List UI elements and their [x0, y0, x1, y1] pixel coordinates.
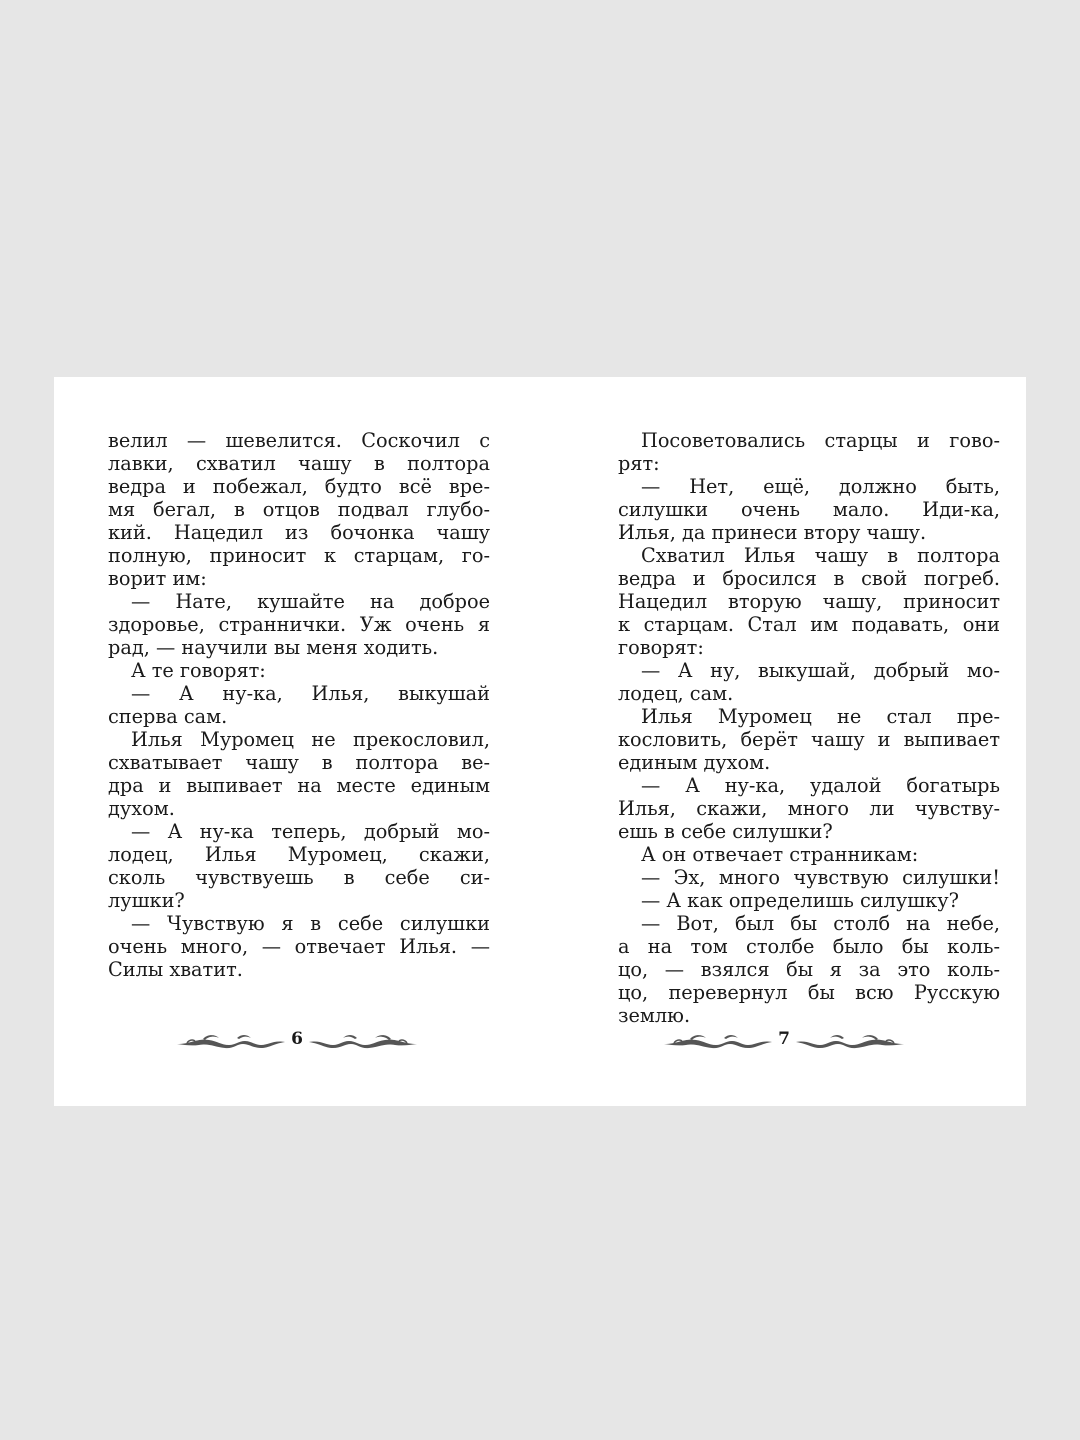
text-line: силушки очень мало. Иди-ка, — [618, 498, 1000, 521]
text-line: Посоветовались старцы и гово- — [641, 429, 1000, 452]
text-line: сперва сам. — [108, 705, 228, 728]
text-line: рад, — научили вы меня ходить. — [108, 636, 439, 659]
book-spread — [54, 377, 1026, 1106]
text-line: полную, приносит к старцам, го- — [108, 544, 490, 567]
text-line: а на том столбе было бы коль- — [618, 935, 1000, 958]
text-line: — Эх, много чувствую силушки! — [641, 866, 1000, 889]
text-line: Нацедил вторую чашу, приносит — [618, 590, 1000, 613]
text-line: ворит им: — [108, 567, 207, 590]
text-line: А он отвечает странникам: — [641, 843, 919, 866]
text-line: Силы хватит. — [108, 958, 243, 981]
text-line: — А ну-ка, удалой богатырь — [641, 774, 1000, 797]
text-line: сколь чувствуешь в себе си- — [108, 866, 490, 889]
text-line: цо, — взялся бы я за это коль- — [618, 958, 1000, 981]
flourish-right-icon — [796, 1033, 904, 1051]
text-line: — А ну, выкушай, добрый мо- — [641, 659, 1000, 682]
text-line: землю. — [618, 1004, 691, 1027]
text-line: ешь в себе силушки? — [618, 820, 833, 843]
text-line: лодец, Илья Муромец, скажи, — [108, 843, 490, 866]
text-line: Схватил Илья чашу в полтора — [641, 544, 1000, 567]
text-line: единым духом. — [618, 751, 771, 774]
page-number: 6 — [291, 1029, 303, 1049]
flourish-right-icon — [309, 1033, 417, 1051]
page-number: 7 — [778, 1029, 790, 1049]
text-line: Илья, да принеси втору чашу. — [618, 521, 927, 544]
text-line: духом. — [108, 797, 175, 820]
text-line: к старцам. Стал им подавать, они — [618, 613, 1000, 636]
text-line: Илья Муромец не прекословил, — [131, 728, 490, 751]
text-line: ведра и побежал, будто всё вре- — [108, 475, 490, 498]
text-line: рят: — [618, 452, 660, 475]
text-line: велил — шевелится. Соскочил с — [108, 429, 490, 452]
text-line: — Чувствую я в себе силушки — [131, 912, 490, 935]
text-line: кий. Нацедил из бочонка чашу — [108, 521, 490, 544]
text-line: — А ну-ка теперь, добрый мо- — [131, 820, 490, 843]
text-line: — А ну-ка, Илья, выкушай — [131, 682, 490, 705]
text-line: лавки, схватил чашу в полтора — [108, 452, 490, 475]
text-line: — Нет, ещё, должно быть, — [641, 475, 1000, 498]
text-line: мя бегал, в отцов подвал глубо- — [108, 498, 490, 521]
left-page — [108, 429, 490, 981]
text-line: Илья, скажи, много ли чувству- — [618, 797, 1000, 820]
text-line: ведра и бросился в свой погреб. — [618, 567, 1000, 590]
text-line: говорят: — [618, 636, 704, 659]
left-page-footer — [177, 1027, 417, 1057]
right-page — [618, 429, 1000, 1027]
text-line: схватывает чашу в полтора ве- — [108, 751, 490, 774]
text-line: — Нате, кушайте на доброе — [131, 590, 490, 613]
text-line: Илья Муромец не стал пре- — [641, 705, 1000, 728]
text-line: лодец, сам. — [618, 682, 734, 705]
text-line: — Вот, был бы столб на небе, — [641, 912, 1000, 935]
text-line: очень много, — отвечает Илья. — — [108, 935, 490, 958]
text-line: лушки? — [108, 889, 185, 912]
text-line: цо, перевернул бы всю Русскую — [618, 981, 1000, 1004]
text-line: — А как определишь силушку? — [641, 889, 959, 912]
text-line: здоровье, страннички. Уж очень я — [108, 613, 490, 636]
right-page-footer — [664, 1027, 904, 1057]
text-line: кословить, берёт чашу и выпивает — [618, 728, 1000, 751]
text-line: А те говорят: — [131, 659, 266, 682]
text-line: дра и выпивает на месте единым — [108, 774, 490, 797]
